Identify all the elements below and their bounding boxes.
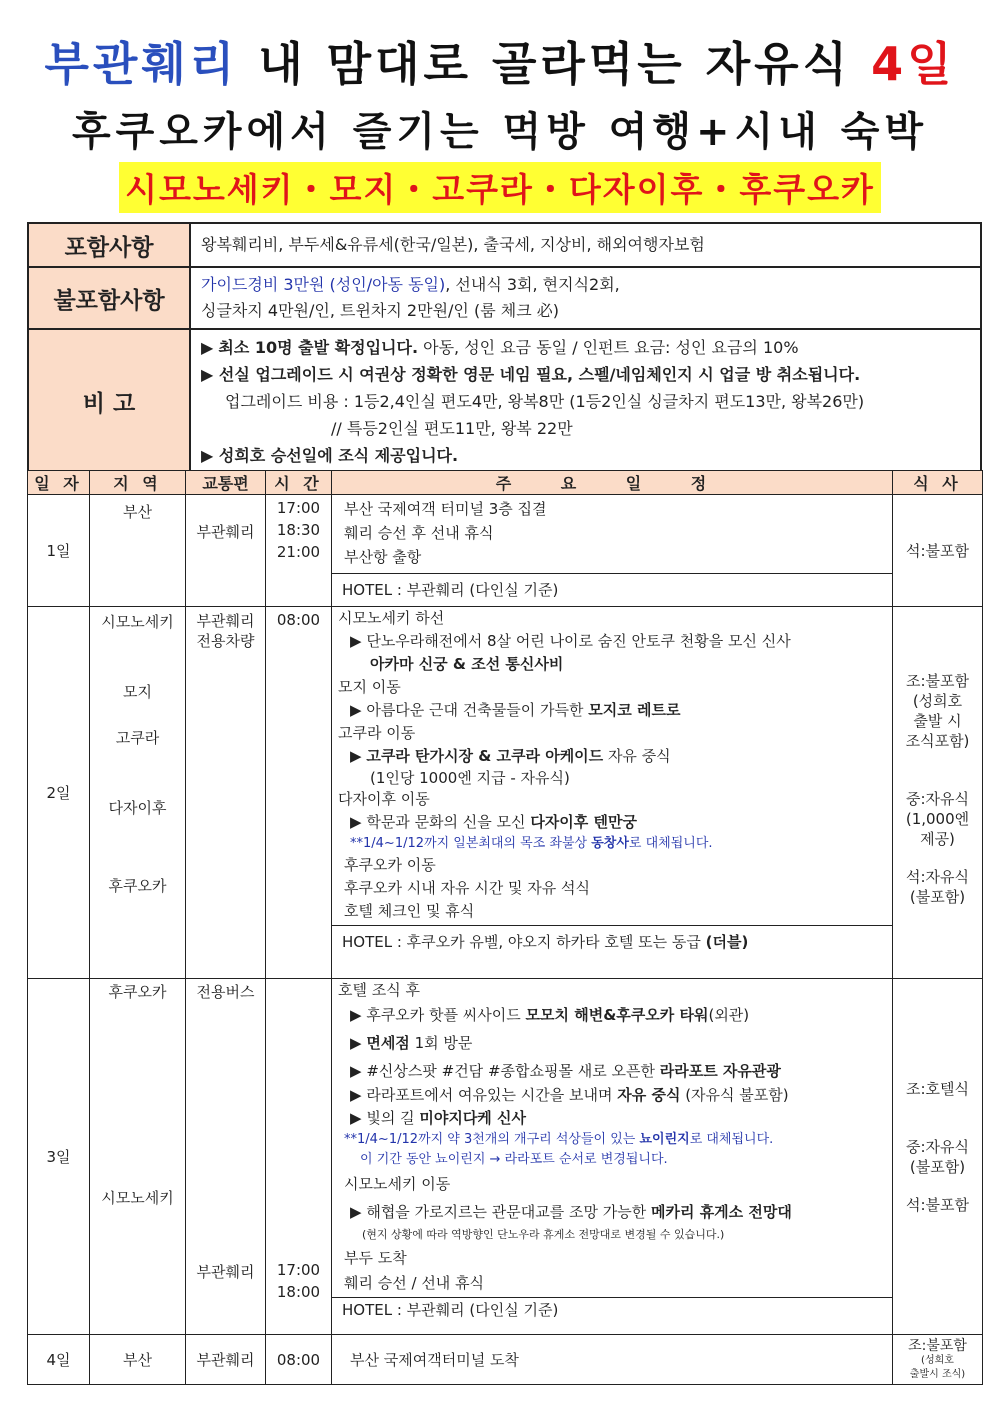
guide-fee: 가이드경비 3만원 (성인/아동 동일): [201, 275, 446, 294]
bullet-icon: ▶: [350, 1034, 362, 1052]
day3-row: [28, 979, 983, 1335]
route-banner: 시모노세키・모지・고쿠라・다자이후・후쿠오카: [119, 162, 881, 213]
note-text: ▶ 최소 10명 출발 확정입니다. 아동, 성인 요금 동일 / 인펀트 요금: 성인 요금의 10% ▶ 선실 업그레이드 시 여권상 정확한 영문 네임 필요, 스펠/네임체인지 시 업글 방 취소됩니다. 업그레이드 비용 : 1등2,4인실 편도4만, 왕복8만 (1등2인실 싱글차지 편도13만, 왕복26만) // 특등2인실 편도11만, 왕복 22만 ▶ 성희호 승선일에 조식 제공입니다.: [190, 329, 981, 474]
main-title: [0, 28, 1000, 94]
day1-region: 부산: [90, 495, 186, 607]
bullet-icon: ▶: [350, 1203, 362, 1221]
day1-label: 1일: [28, 495, 90, 607]
day1-itinerary: 부산 국제여객 터미널 3층 집결 훼리 승선 후 선내 휴식 부산항 출항 HOTEL : 부관훼리 (다인실 기준): [332, 495, 893, 607]
excluded-text: 가이드경비 3만원 (성인/아동 동일), 선내식 3회, 현지식2회, 싱글차지 4만원/인, 트윈차지 2만원/인 (룸 체크 必): [190, 267, 981, 329]
schedule-header: 일 자 지 역 교통편 시 간 주 요 일 정 식 사: [28, 471, 983, 495]
day4-label: 4일: [28, 1335, 90, 1385]
bullet-icon: ▶: [201, 446, 214, 465]
day4-region: 부산: [90, 1335, 186, 1385]
day1-transport: 부관훼리: [186, 495, 266, 607]
included-text: 왕복훼리비, 부두세&유류세(한국/일본), 출국세, 지상비, 해외여행자보험: [190, 223, 981, 267]
day1-hotel: HOTEL : 부관훼리 (다인실 기준): [332, 573, 892, 606]
day1-row: [28, 495, 983, 607]
excluded-line2: 싱글차지 4만원/인, 트윈차지 2만원/인 (룸 체크 必): [201, 301, 559, 320]
day4-itinerary: 부산 국제여객터미널 도착: [332, 1335, 893, 1385]
bullet-icon: ▶: [350, 813, 362, 831]
day3-itinerary: 호텔 조식 후 ▶ 후쿠오카 핫플 씨사이드 모모치 해변&후쿠오카 타워(외관) ▶ 면세점 1회 방문 ▶ #신상스팟 #건담 #종합쇼핑몰 새로 오픈한 라라포트 자유관광 ▶ 라라포트에서 여유있는 시간을 보내며 자유 중식 (자유식 불포함) ▶ 빛의 길 미야지다케 신사 **1/4~1/12까지 약 3천개의 개구리 석상들이 있는 뇨이린지로 대체됩니다. 이 기간 동안 뇨이린지 → 라라포트 순서로 변경됩니다. 시모노세키 이동 ▶ 해협을 가로지르는 관문대교를 조망 가능한 메카리 휴게소 전망대 (현지 상황에 따라 역방향인 단노우라 휴게소 전망대로 변경될 수 있습니다.) 부두 도착 훼리 승선 / 선내 휴식 HOTEL : 부관훼리 (다인실 기준): [332, 979, 893, 1335]
day4-transport: 부관훼리: [186, 1335, 266, 1385]
day2-meal: 조:불포함 (성희호 출발 시 조식포함) 중:자유식 (1,000엔 제공) 석:자유식 (불포함): [893, 607, 983, 979]
day4-meal: 조:불포함 (성희호 출발시 조식): [893, 1335, 983, 1385]
info-table: [27, 222, 982, 475]
bullet-icon: ▶: [350, 747, 362, 765]
day3-transport: 전용버스 부관훼리: [186, 979, 266, 1335]
day3-label: 3일: [28, 979, 90, 1335]
day1-times: 17:00 18:30 21:00: [266, 495, 332, 607]
day3-times: 17:00 18:00: [266, 979, 332, 1335]
bullet-icon: ▶: [201, 338, 214, 357]
day4-row: [28, 1335, 983, 1385]
bullet-icon: ▶: [350, 1062, 362, 1080]
day3-meal: 조:호텔식 중:자유식 (불포함) 석:불포함: [893, 979, 983, 1335]
day3-regions: 후쿠오카 시모노세키: [90, 979, 186, 1335]
excluded-label: 불포함사항: [28, 267, 190, 329]
bullet-icon: ▶: [350, 701, 362, 719]
day2-itinerary: 시모노세키 하선 ▶ 단노우라해전에서 8살 어린 나이로 숨진 안토쿠 천황을 모신 신사 아카마 신궁 & 조선 통신사비 모지 이동 ▶ 아름다운 근대 건축물들이 가득한 모지코 레트로 고쿠라 이동 ▶ 고쿠라 탄가시장 & 고쿠라 아케이드 자유 중식 (1인당 1000엔 지급 - 자유식) 다자이후 이동 ▶ 학문과 문화의 신을 모신 다자이후 텐만궁 **1/4~1/12까지 일본최대의 목조 좌불상 동창사로 대체됩니다. 후쿠오카 이동 후쿠오카 시내 자유 시간 및 자유 석식 호텔 체크인 및 휴식 HOTEL : 후쿠오카 유벨, 야오지 하카타 호텔 또는 동급 (더블): [332, 607, 893, 979]
title-brand: 부관훼리: [44, 37, 239, 91]
day2-transport: 부관훼리 전용차량: [186, 607, 266, 979]
included-label: 포함사항: [28, 223, 190, 267]
day3-hotel: HOTEL : 부관훼리 (다인실 기준): [332, 1297, 892, 1322]
title-duration: 4일: [871, 37, 956, 91]
bullet-icon: ▶: [350, 632, 362, 650]
schedule-table: [27, 470, 983, 1385]
bullet-icon: ▶: [350, 1109, 362, 1127]
day4-time: 08:00: [266, 1335, 332, 1385]
note-label: 비 고: [28, 329, 190, 474]
bullet-icon: ▶: [350, 1086, 362, 1104]
day2-time: 08:00: [266, 607, 332, 979]
bullet-icon: ▶: [201, 365, 214, 384]
day2-regions: 시모노세키 모지 고쿠라 다자이후 후쿠오카: [90, 607, 186, 979]
day2-label: 2일: [28, 607, 90, 979]
subtitle: 후쿠오카에서 즐기는 먹방 여행+시내 숙박: [71, 109, 929, 155]
day2-hotel: HOTEL : 후쿠오카 유벨, 야오지 하카타 호텔 또는 동급 (더블): [332, 925, 892, 958]
title-middle: 내 맘대로 골라먹는 자유식: [238, 37, 872, 91]
day2-row: [28, 607, 983, 979]
day1-meal: 석:불포함: [893, 495, 983, 607]
bullet-icon: ▶: [350, 1006, 362, 1024]
